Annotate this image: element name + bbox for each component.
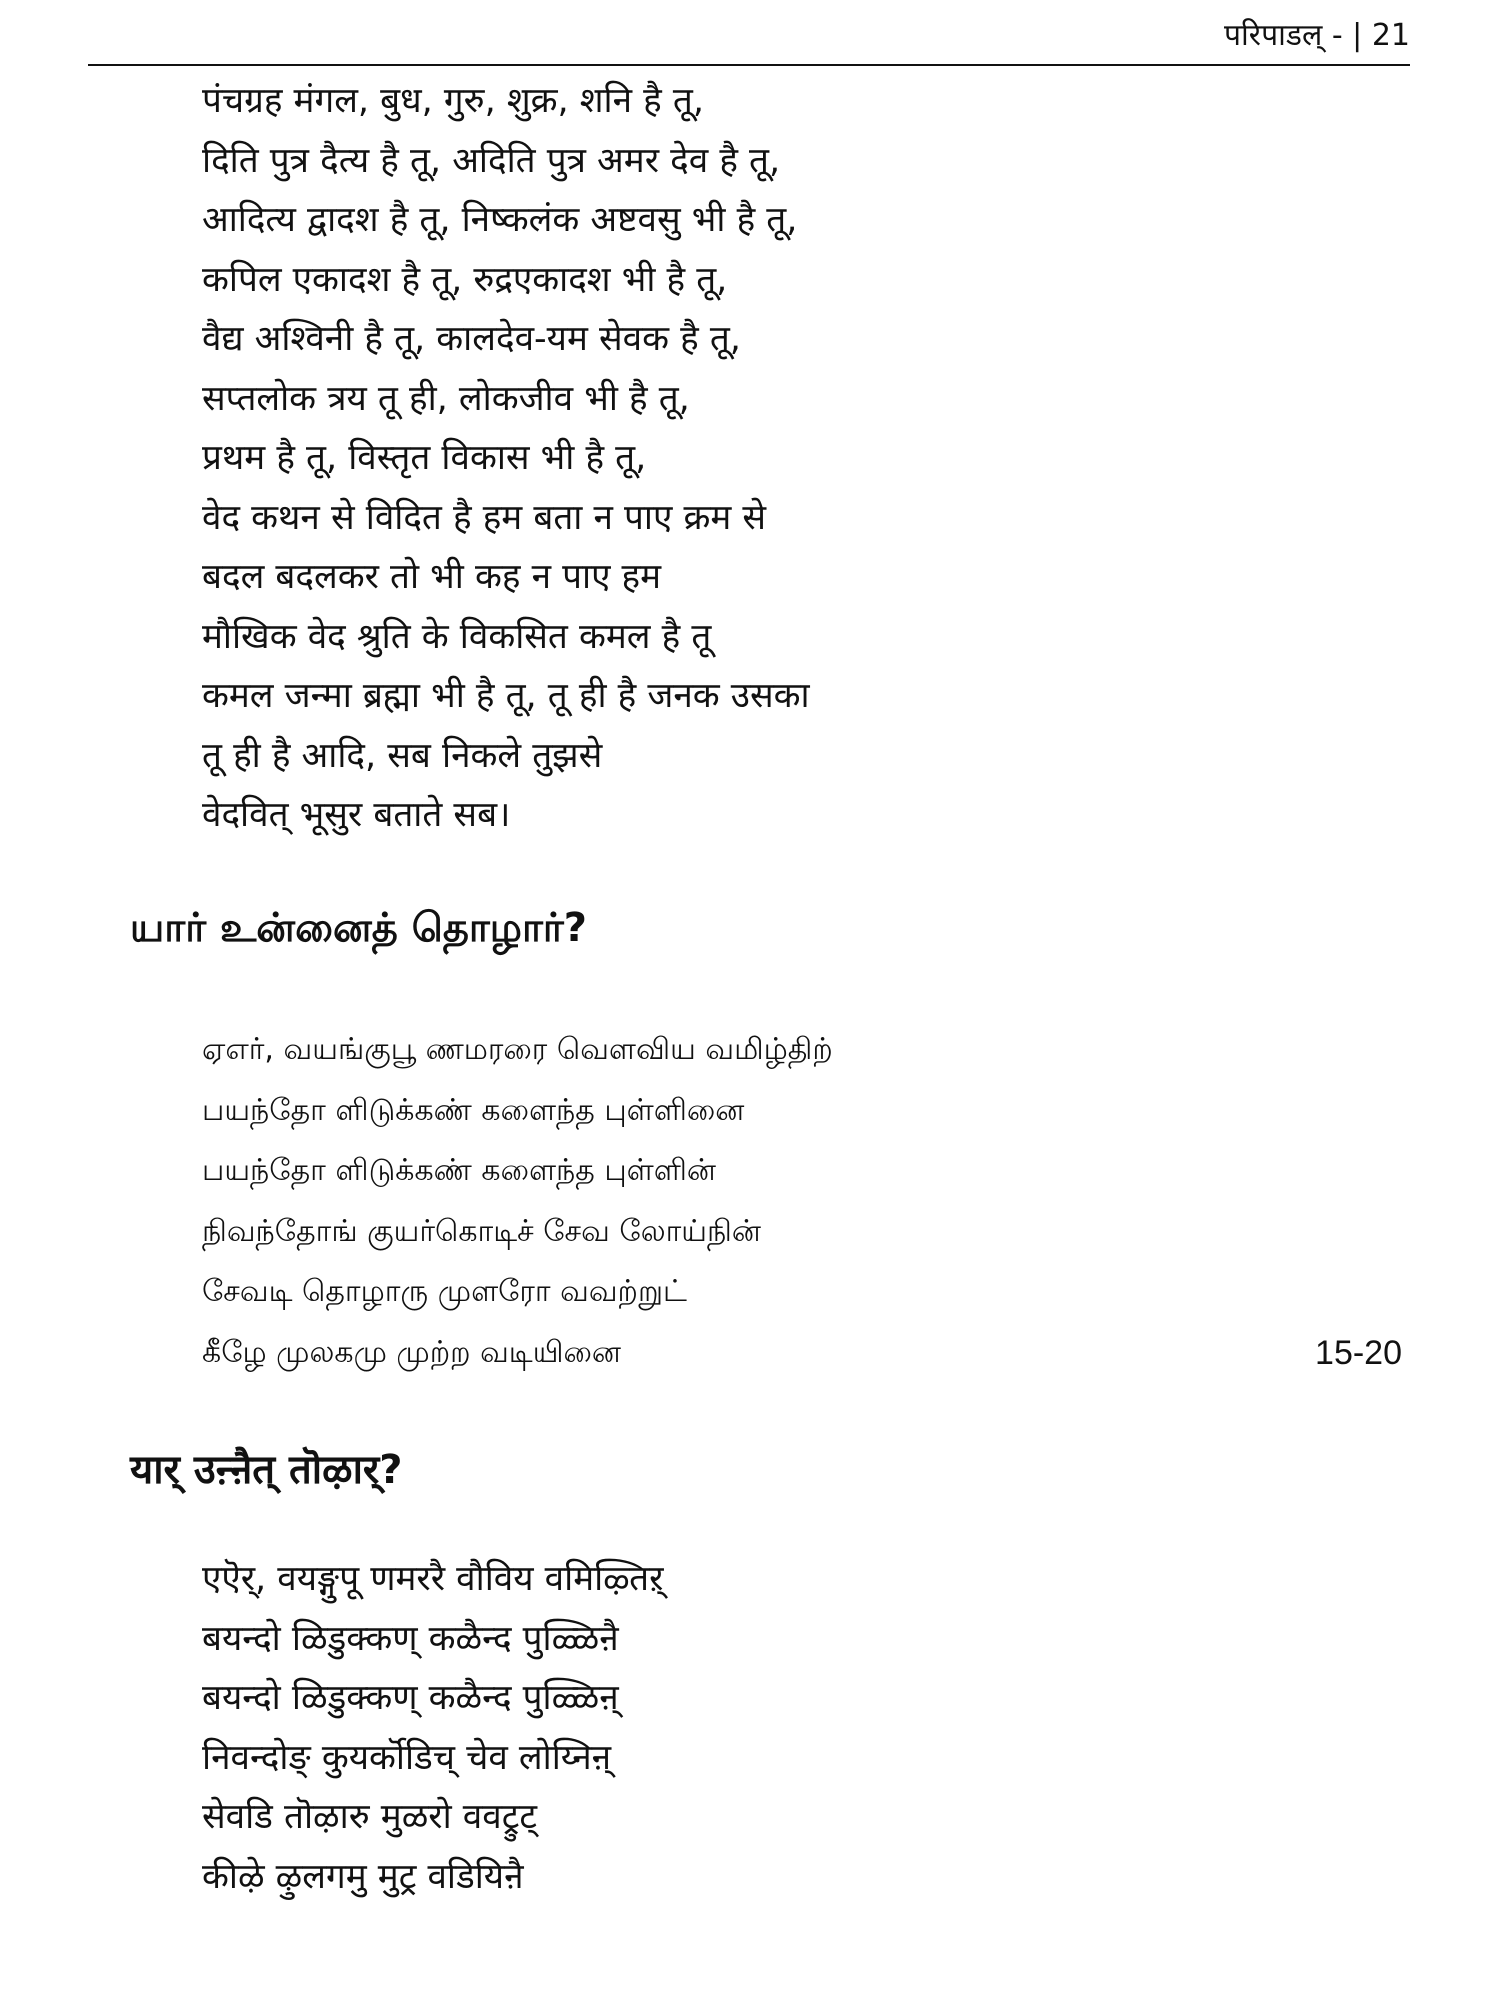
tamil-verse-line	[202, 1323, 1402, 1384]
verse-line: प्रथम है तू, विस्तृत विकास भी है तू,	[202, 438, 647, 478]
verse-line: मौखिक वेद श्रुति के विकसित कमल है तू	[202, 616, 712, 657]
tamil-verse-text: சேவடி தொழாரு முளரோ வவற்றுட்	[202, 1274, 687, 1309]
transliteration-line: सेवडि तॊऴारु मुळरो ववट्रुट्	[202, 1797, 538, 1837]
verse-line: तू ही है आदि, सब निकले तुझसे	[202, 735, 603, 776]
transliteration-line: कीऴे ऴुलगमु मुट्र वडियिऩै	[202, 1856, 524, 1897]
tamil-verse-line	[202, 1141, 1402, 1202]
tamil-verse-text: பயந்தோ ளிடுக்கண் களைந்த புள்ளின்	[202, 1153, 716, 1188]
transliteration-line: एऎर्, वयङ्गुपू णमररै वौविय वमिऴ्तिऱ्	[202, 1559, 664, 1599]
verse-line: बदल बदलकर तो भी कह न पाए हम	[202, 557, 662, 597]
transliteration-line: बयन्दो ळिडुक्कण् कळैन्द पुळ्ळिऩै	[202, 1618, 619, 1659]
transliteration-stanza	[202, 1550, 1302, 1907]
verse-line: पंचग्रह मंगल, बुध, गुरु, शुक्र, शनि है तू,	[202, 81, 704, 121]
tamil-verse-text: கீழே முலகமு முற்ற வடியினை	[202, 1334, 621, 1370]
transliteration-section-title: यार् उऩ्ऩैत् तॊऴार्?	[130, 1447, 403, 1493]
verse-line: वेदवित् भूसुर बताते सब।	[202, 795, 511, 835]
tamil-section-title: யார் உன்னைத் தொழார்?	[130, 905, 587, 951]
hindi-stanza	[202, 72, 1302, 846]
verse-line: आदित्य द्वादश है तू, निष्कलंक अष्टवसु भी है तू,	[202, 200, 798, 240]
verse-line: कमल जन्मा ब्रह्मा भी है तू, तू ही है जनक उसका	[202, 676, 810, 716]
tamil-stanza	[202, 1020, 1402, 1383]
tamil-verse-line	[202, 1262, 1402, 1323]
tamil-verse-text: ஏஎர், வயங்குபூ ணமரரை வெளவிய வமிழ்திற்	[202, 1032, 833, 1067]
line-number: 15-20	[1315, 1333, 1402, 1372]
verse-line: सप्तलोक त्रय तू ही, लोकजीव भी है तू,	[202, 378, 690, 419]
transliteration-line: निवन्दोङ् कुयर्कॊडिच् चेव लोय्निऩ्	[202, 1737, 612, 1778]
tamil-verse-line	[202, 1202, 1402, 1263]
transliteration-line: बयन्दो ळिडुक्कण् कळैन्द पुळ्ळिऩ्	[202, 1678, 619, 1718]
header-rule	[88, 64, 1410, 66]
tamil-verse-line	[202, 1081, 1402, 1142]
verse-line: दिति पुत्र दैत्य है तू, अदिति पुत्र अमर देव है तू,	[202, 140, 781, 181]
tamil-verse-text: பயந்தோ ளிடுக்கண் களைந்த புள்ளினை	[202, 1092, 745, 1128]
verse-line: वैद्य अश्विनी है तू, कालदेव-यम सेवक है तू,	[202, 319, 741, 359]
running-header: परिपाडल् - | 21	[1224, 18, 1410, 53]
tamil-verse-text: நிவந்தோங் குயர்கொடிச் சேவ லோய்நின்	[202, 1213, 761, 1249]
verse-line: कपिल एकादश है तू, रुद्रएकादश भी है तू,	[202, 259, 728, 300]
verse-line: वेद कथन से विदित है हम बता न पाए क्रम से	[202, 497, 767, 538]
tamil-verse-line	[202, 1020, 1402, 1081]
